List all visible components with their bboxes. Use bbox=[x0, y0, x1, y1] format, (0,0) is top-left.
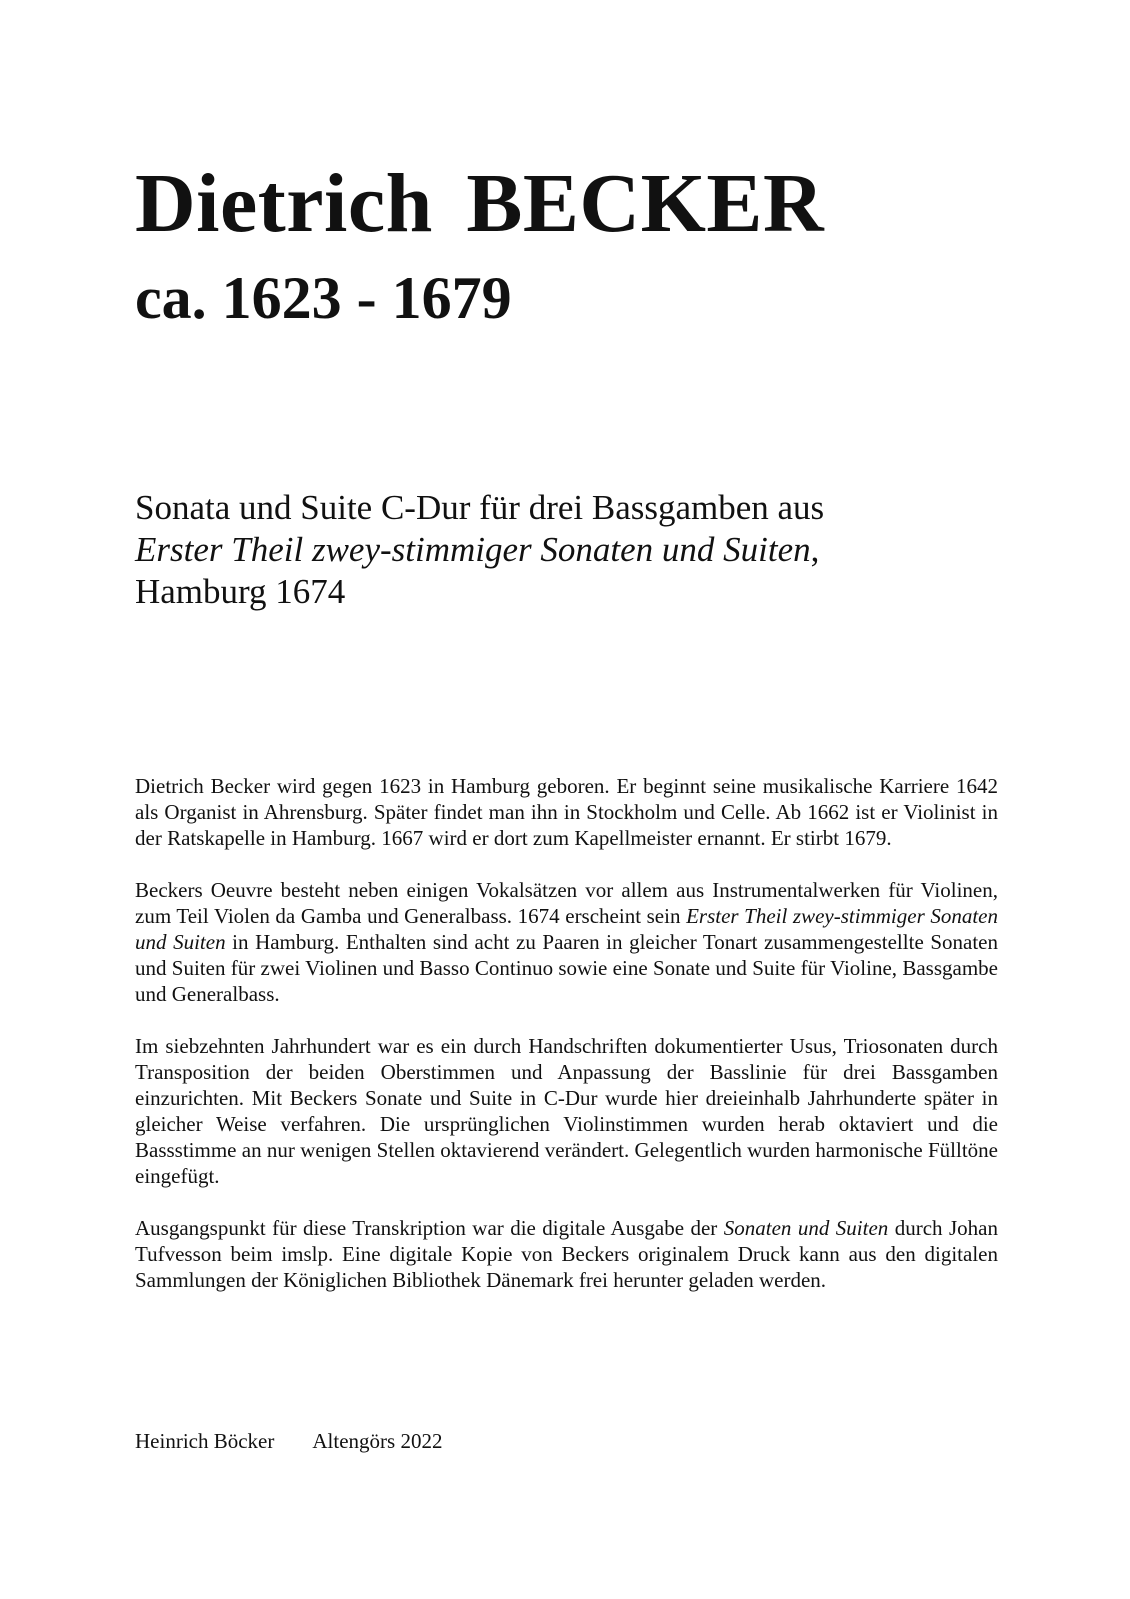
work-title-line-1: Sonata und Suite C-Dur für drei Bassgamben aus bbox=[135, 488, 825, 527]
work-title bbox=[135, 487, 824, 613]
paragraph-biography: Dietrich Becker wird gegen 1623 in Hamburg geboren. Er beginnt seine musikalische Karriere 1642 als Organist in Ahrensburg. Später findet man ihn in Stockholm und Celle. Ab 1662 ist er Violinist in der Ratskapelle in Hamburg. 1667 wird er dort zum Kapellmeister ernannt. Er stirbt 1679. bbox=[135, 774, 998, 850]
signature bbox=[135, 1428, 442, 1454]
paragraph-sources-text-b: durch Johan Tufvesson beim imslp. Eine digitale Kopie von Beckers originalem Druck kann aus den digitalen Sammlungen der Königlichen Bibliothek Dänemark frei herunter geladen werden. bbox=[135, 1216, 998, 1292]
composer-name: Dietrich BECKER bbox=[135, 157, 825, 250]
paragraph-sources-title: Sonaten und Suiten bbox=[723, 1216, 889, 1240]
paragraph-transcription: Im siebzehnten Jahrhundert war es ein durch Handschriften dokumentierter Usus, Triosonaten durch Transposition der beiden Oberstimmen und Anpassung der Basslinie für drei Bassgamben einzurichten. Mit Beckers Sonate und Suite in C-Dur wurde hier dreieinhalb Jahrhunderte später in gleicher Weise verfahren. Die ursprünglichen Violinstimmen wurden herab oktaviert und die Bassstimme an nur wenigen Stellen oktavierend verändert. Gelegentlich wurden harmonische Fülltöne eingefügt. bbox=[135, 1034, 998, 1188]
work-title-line-3: Hamburg 1674 bbox=[135, 572, 346, 611]
composer-dates: ca. 1623 - 1679 bbox=[135, 265, 512, 331]
work-title-line-2 bbox=[135, 529, 824, 571]
paragraph-oeuvre-text-a: Beckers Oeuvre besteht neben einigen Vokalsätzen vor allem aus Instrumentalwerken für Violinen, zum Teil Violen da Gamba und Generalbass. 1674 erscheint sein bbox=[135, 878, 998, 928]
signature-place-year: Altengörs 2022 bbox=[312, 1429, 443, 1453]
signature-author: Heinrich Böcker bbox=[135, 1429, 275, 1453]
paragraph-sources-text-a: Ausgangspunkt für diese Transkription war die digitale Ausgabe der bbox=[135, 1216, 724, 1240]
paragraph-oeuvre-title: Erster Theil zwey-stimmiger Sonaten und Suiten bbox=[135, 904, 998, 954]
paragraph-oeuvre bbox=[135, 877, 998, 1007]
paragraph-sources bbox=[135, 1215, 998, 1293]
paragraph-oeuvre-text-b: in Hamburg. Enthalten sind acht zu Paaren in gleicher Tonart zusammengestellte Sonaten und Suiten für zwei Violinen und Basso Continuo sowie eine Sonate und Suite für Violine, Bassgambe und Generalbass. bbox=[135, 930, 998, 1006]
work-title-comma: , bbox=[810, 530, 820, 569]
work-title-source: Erster Theil zwey-stimmiger Sonaten und Suiten bbox=[135, 530, 811, 569]
body-text bbox=[135, 773, 998, 1319]
